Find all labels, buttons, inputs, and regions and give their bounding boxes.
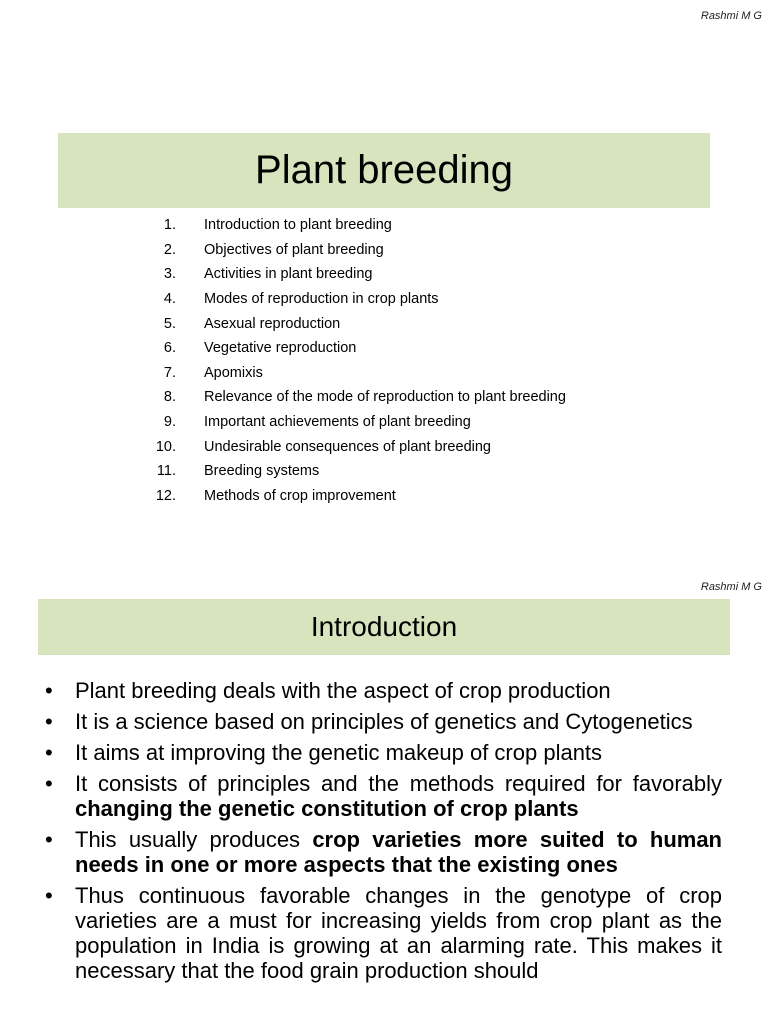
list-text: Vegetative reproduction: [204, 340, 357, 357]
slide-title: Introduction: [310, 611, 458, 642]
list-item: [140, 336, 660, 361]
list-number: 1.: [163, 217, 176, 234]
list-number: 10.: [155, 438, 176, 455]
bullet-item: [38, 771, 722, 821]
list-number: 2.: [163, 241, 176, 258]
list-item: [140, 434, 660, 459]
author-credit: Rashmi M G: [700, 581, 762, 593]
list-item: [140, 361, 660, 386]
bullet-list: [38, 678, 722, 989]
bullet-item: [38, 883, 722, 983]
bullet-bold-text: crop varieties more suited to human needs in one or more aspects that the existing ones: [75, 827, 722, 877]
list-number: 6.: [163, 340, 176, 357]
author-credit: Rashmi M G: [700, 10, 762, 22]
bullet-text: It is a science based on principles of genetics and Cytogenetics: [75, 709, 693, 734]
list-text: Objectives of plant breeding: [204, 241, 384, 258]
table-of-contents: [140, 213, 660, 508]
list-text: Important achievements of plant breeding: [204, 414, 471, 431]
list-number: 9.: [163, 414, 176, 431]
bullet-item: [38, 740, 722, 765]
list-number: 3.: [163, 266, 176, 283]
list-text: Methods of crop improvement: [204, 487, 396, 504]
bullet-item: [38, 709, 722, 734]
list-text: Asexual reproduction: [204, 315, 341, 332]
list-item: [140, 262, 660, 287]
bullet-item: [38, 827, 722, 877]
list-number: 5.: [163, 315, 176, 332]
list-text: Undesirable consequences of plant breeding: [204, 438, 491, 455]
list-text: Modes of reproduction in crop plants: [204, 291, 439, 308]
slide-title-band: [38, 599, 730, 655]
bullet-text: It aims at improving the genetic makeup of crop plants: [75, 740, 603, 765]
slide-title-band: [58, 133, 710, 208]
list-item: [140, 287, 660, 312]
list-item: [140, 238, 660, 263]
list-item: [140, 311, 660, 336]
bullet-text: Plant breeding deals with the aspect of crop production: [75, 678, 611, 703]
list-item: [140, 213, 660, 238]
list-item: [140, 484, 660, 509]
list-number: 7.: [163, 364, 176, 381]
list-text: Introduction to plant breeding: [204, 217, 392, 234]
list-text: Breeding systems: [204, 463, 320, 480]
list-number: 4.: [163, 291, 176, 308]
bullet-item: [38, 678, 722, 703]
list-text: Apomixis: [204, 364, 263, 381]
bullet-text: It consists of principles and the methods required for favorably: [75, 771, 722, 796]
list-number: 8.: [163, 389, 176, 406]
bullet-text: This usually produces: [75, 827, 313, 852]
slide-title: Plant breeding: [255, 148, 513, 192]
list-item: [140, 410, 660, 435]
bullet-text: Thus continuous favorable changes in the genotype of crop varieties are a must for increasing yields from crop plant as the population in India is growing at an alarming rate. This makes it necessary that the food grain production should: [75, 883, 722, 983]
list-number: 11.: [156, 463, 176, 480]
list-item: [140, 385, 660, 410]
list-text: Relevance of the mode of reproduction to plant breeding: [204, 389, 566, 406]
list-item: [140, 459, 660, 484]
bullet-bold-text: changing the genetic constitution of crop plants: [75, 796, 579, 821]
list-number: 12.: [155, 487, 176, 504]
list-text: Activities in plant breeding: [204, 266, 373, 283]
